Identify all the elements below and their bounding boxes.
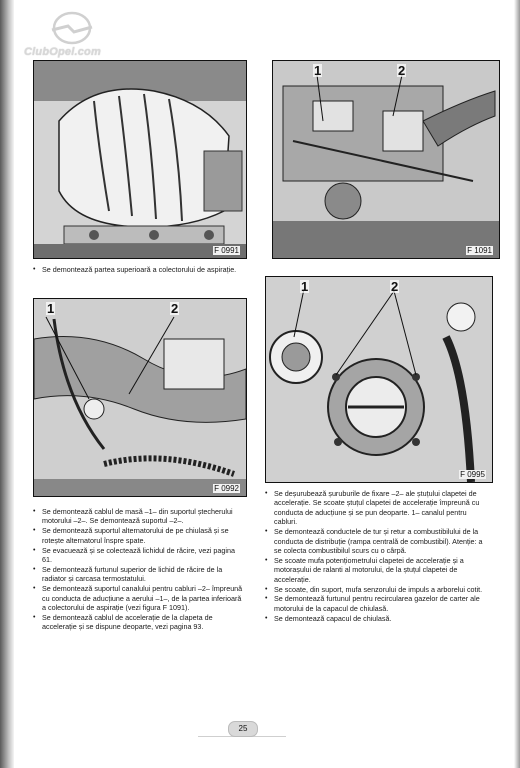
callout-label: 2	[391, 279, 399, 294]
bullet-icon: •	[265, 490, 268, 497]
engine-intake-manifold-photo	[34, 61, 246, 258]
bullet-icon: •	[33, 565, 36, 573]
callout-label: 2	[398, 63, 406, 78]
figure-id: F 1091	[467, 246, 492, 255]
bullet-icon: •	[33, 613, 36, 621]
clubopel-logo	[22, 8, 118, 64]
bullet-icon: •	[33, 585, 36, 593]
cable-channel-photo	[273, 61, 499, 258]
page-number: 25	[228, 721, 258, 737]
list-item: • Se demontează furtunul pentru recircularea gazelor de carter ale motorului de la capacul de chiulasă.	[265, 594, 480, 613]
left-column-list	[33, 507, 245, 632]
figure-id: F 0991	[214, 246, 239, 255]
caption-top-list	[33, 265, 245, 275]
figure-throttle-body	[265, 276, 493, 483]
ground-cable-photo	[34, 299, 246, 496]
figure-intake-manifold	[33, 60, 247, 259]
callout-label: 1	[301, 279, 309, 294]
list-item: • Se demontează suportul canalului pentru cabluri –2– împreună cu conducta de aducțiune a aerului –1–, de la partea inferioară a colectorului de aspirație (vezi figura F 1091).	[33, 584, 243, 613]
bullet-icon: •	[265, 528, 268, 536]
list-item: • Se demontează capacul de chiulasă.	[265, 613, 392, 623]
figure-ground-cable	[33, 298, 247, 497]
page-edge-shadow	[514, 0, 520, 768]
list-item: • Se demontează conductele de tur și retur a combustibilului de la conducta de distribuție (rampa centrală de combustibil). Atenție: a se colecta combustibilul scurs cu o cârpă.	[265, 527, 483, 555]
page-binding-shadow	[0, 0, 14, 768]
callout-label: 1	[314, 63, 322, 78]
callout-label: 2	[171, 301, 179, 316]
bullet-icon: •	[33, 266, 36, 273]
figure-id: F 0995	[460, 470, 485, 479]
throttle-body-photo	[266, 277, 492, 482]
list-item: • Se demontează cablul de accelerație de la clapeta de accelerație și se dispune deoparte, vezi pagina 93.	[33, 612, 213, 632]
figure-cable-channel	[272, 60, 500, 259]
opel-emblem-icon	[22, 8, 118, 48]
list-item: • Se demontează furtunul superior de lichid de răcire de la radiator și carcasa termostatului.	[33, 564, 223, 584]
list-item: • Se deșurubează șuruburile de fixare –2– ale ștuțului clapetei de accelerație. Se scoate ștuțul clapetei de accelerație împreună cu conducta de aducțiune și se pun deoparte. 1– canalul pentru cabluri.	[265, 489, 480, 527]
list-item: • Se evacuează și se colectează lichidul de răcire, vezi pagina 61.	[33, 545, 235, 565]
list-item: • Se demontează suportul alternatorului de pe chiulasă și se rotește alternatorul înspre spate.	[33, 526, 229, 545]
bullet-icon: •	[265, 585, 268, 593]
figure-id: F 0992	[214, 484, 239, 493]
list-item: • Se demontează partea superioară a colectorului de aspirație.	[33, 265, 237, 274]
right-column-list	[265, 489, 491, 624]
list-item: • Se scoate mufa potențiometrului clapetei de accelerație și a motorașului de ralanti al motorului, de la ștuțul clapetei de accelerație.	[265, 555, 464, 584]
bullet-icon: •	[265, 614, 268, 622]
logo-text: ClubOpel.com	[24, 46, 101, 58]
list-item: • Se scoate, din suport, mufa senzorului de impuls a arborelui cotit.	[265, 584, 483, 594]
list-item: • Se demontează cablul de masă –1– din suportul ștecherului motorului –2–. Se demontează suportul –2–.	[33, 507, 233, 526]
bullet-icon: •	[33, 508, 36, 515]
bullet-icon: •	[33, 546, 36, 554]
callout-label: 1	[47, 301, 55, 316]
bullet-icon: •	[265, 595, 268, 603]
bullet-icon: •	[265, 556, 268, 564]
bullet-icon: •	[33, 527, 36, 535]
